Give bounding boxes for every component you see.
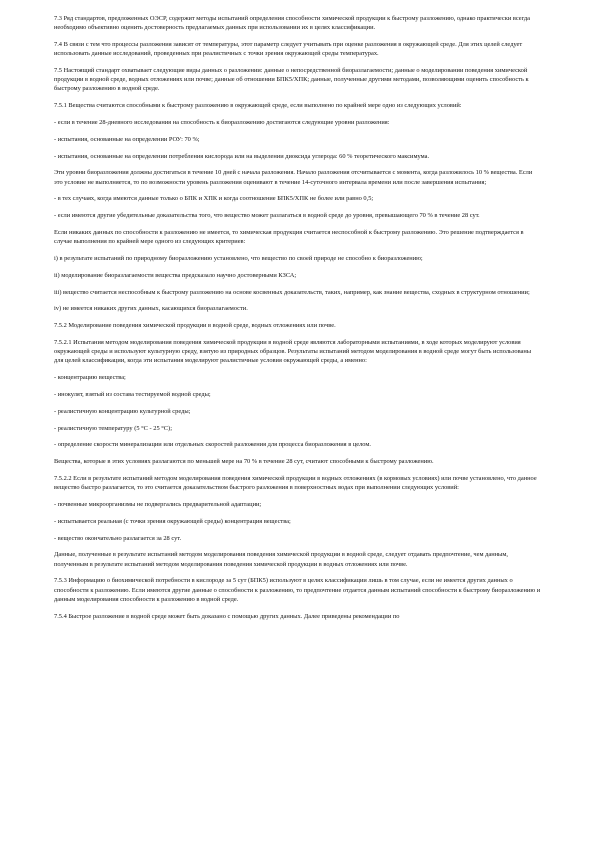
criterion-iii: iii) вещество считается неспособным к быстрому разложению на основе косвенных доказательств, таких, например, как знание вещества, сходных в структурном отношении; bbox=[54, 288, 530, 296]
criterion-i: i) в результате испытаний по природному биоразложению установлено, что вещество по своей природе не способно к биоразложению; bbox=[54, 254, 423, 262]
list-item: - инокулят, взятый из состава тестируемой водной среды; bbox=[54, 390, 211, 398]
paragraph-7-5-2-1: 7.5.2.1 Испытания методом моделирования поведения химической продукции в водной среде являются лабораторными испытаниями, в ходе которых моделируют условия окружающей среды и используют культурную среду, взятую из природных образцов. Результаты испытаний методом моделирования в водной среде могут быть использованы для целей классификации, когда эти испытания моделируют реалистичные условия окружающей среды, а именно: bbox=[54, 338, 532, 365]
list-item: - испытания, основанные на определении потребления кислорода или на выделении диоксида углерода: 60 % теоретического максимума. bbox=[54, 152, 430, 160]
list-item: - реалистичную концентрацию культурной среды; bbox=[54, 407, 191, 415]
criterion-iv: iv) не имеется никаких других данных, касающихся биоразлагаемости. bbox=[54, 305, 248, 313]
list-item: - вещество окончательно разлагается за 28 сут. bbox=[54, 534, 182, 542]
paragraph-7-5-4: 7.5.4 Быстрое разложение в водной среде может быть доказано с помощью других данных. Далее приведены рекомендации по bbox=[54, 612, 400, 620]
list-item: - определение скорости минерализации или отдельных скоростей разложения для процесса биоразложения в целом. bbox=[54, 441, 371, 449]
paragraph-7-5-1: 7.5.1 Вещества считаются способными к быстрому разложению в окружающей среде, если выполнено по крайней мере одно из следующих условий: bbox=[54, 102, 462, 110]
list-item: - в тех случаях, когда имеются данные только о БПК и ХПК и когда соотношение БПК5/ХПК не более или равно 0,5; bbox=[54, 195, 374, 203]
paragraph-7-5-2: 7.5.2 Моделирование поведения химической продукции в водной среде, водных отложениях или почве. bbox=[54, 322, 336, 330]
list-item: - испытывается реальная (с точки зрения окружающей среды) концентрация вещества; bbox=[54, 517, 291, 525]
criterion-ii: ii) моделирование биоразлагаемости вещества предсказало научно достоверными КЗСА; bbox=[54, 271, 297, 279]
paragraph-7-5-3: 7.5.3 Информацию о биохимической потребности в кислороде за 5 сут (БПК5) используют в целях классификации лишь в том случае, если не имеется других данных о способности к разложению. Если имеются другие данные о способности к разложению, то предпочтение отдается данным испытаний способности к быстрому биоразложению и данным моделирования способности к разложению в водной среде. bbox=[54, 577, 541, 603]
list-item: - если в течение 28-дневного исследования на способность к биоразложению достигаются следующие уровни разложения: bbox=[54, 119, 390, 126]
list-item: - если имеются другие убедительные доказательства того, что вещество может разлагаться в водной среде до уровня, превышающего 70 % в течение 28 сут. bbox=[54, 212, 480, 220]
list-item: - почвенные микроорганизмы не подвергались предварительной адаптации; bbox=[54, 500, 262, 508]
paragraph-7-5-2-2: 7.5.2.2 Если в результате испытаний методом моделирования поведения химической продукции в водных отложениях (в кормовых условиях) или почве установлено, что данное вещество быстро разлагается, то это считается доказательством быстрого разложения в поверхностных водах при выполнении следующих условий: bbox=[54, 474, 537, 492]
list-item: - испытания, основанные на определении РОУ: 70 %; bbox=[54, 135, 200, 143]
paragraph-biodegradation-levels: Эти уровни биоразложения должны достигаться в течение 10 дней с начала разложения. Начало разложения отсчитывается с момента, когда разложилось 10 % вещества. Если это условие не выполняется, то по возможности уровень разложения оценивают в течение 14-суточного интервала времени или после завершения испытания; bbox=[54, 169, 533, 186]
paragraph-7-4: 7.4 В связи с тем что процессы разложения зависят от температуры, этот параметр следует учитывать при оценке разложения в окружающей среде. Для этих целей следует использовать данные исследований, проведенных при реалистичных с точки зрения окружающей среды температурах. bbox=[54, 41, 523, 58]
paragraph-rapid-degradation: Вещества, которые в этих условиях разлагаются по меньшей мере на 70 % в течение 28 сут, считают способными к быстрому разложению. bbox=[54, 458, 434, 466]
paragraph-preference: Данные, полученные в результате испытаний методом моделирования поведения химической продукции в водной среде, следует отдавать предпочтение, чем данным, полученным в результате испытаний методом моделирования поведения химической продукции в водных отложениях или почве. bbox=[54, 551, 508, 568]
paragraph-7-3: 7.3 Ряд стандартов, предложенных ОЭСР, содержит методы испытаний определения способности химической продукции к быстрому разложению, однако практически всегда необходимо объективно оценить достоверность предлагаемых данных при использовании их в целях классификации. bbox=[54, 15, 530, 32]
paragraph-7-5: 7.5 Настоящий стандарт охватывает следующие виды данных о разложении: данные о непосредственной биоразлагаемости; данные о моделировании поведения химической продукции в водной среде, водных отложениях или почве; данные об отношении БПК5/ХПК; данные, полученные другими методами, позволяющими оценить способность к быстрому разложению в водной среде. bbox=[54, 67, 529, 93]
paragraph-no-data: Если никаких данных по способности к разложению не имеется, то химическая продукция считается неспособной к быстрому разложению. Это решение подтверждается в случае выполнения по крайней мере одного из следующих критериев: bbox=[54, 228, 524, 246]
list-item: - концентрацию вещества; bbox=[54, 374, 126, 382]
list-item: - реалистичную температуру (5 °С - 25 °С); bbox=[54, 424, 172, 432]
